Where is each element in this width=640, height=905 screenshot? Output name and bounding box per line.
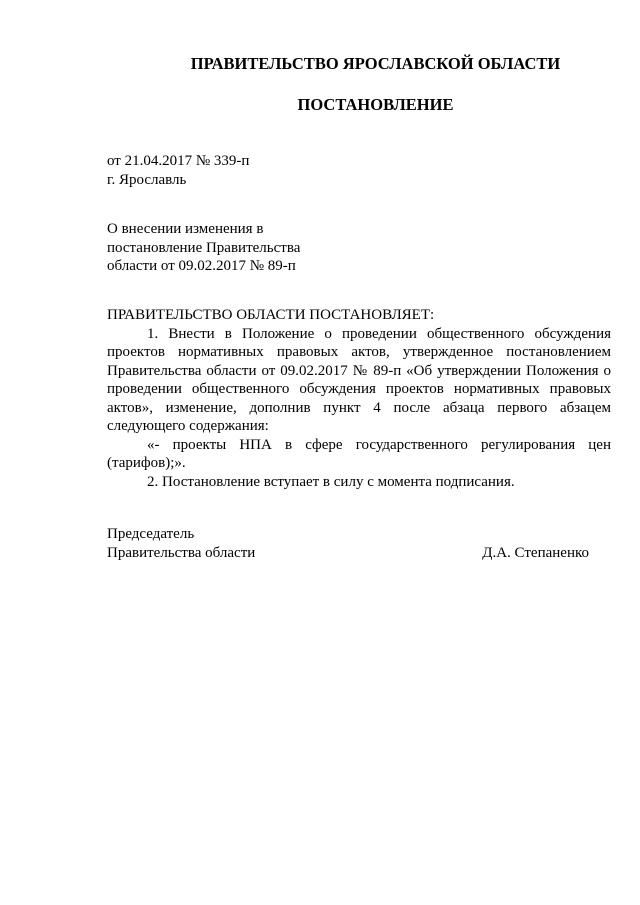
subject-line: постановление Правительства bbox=[107, 239, 301, 256]
decree-item-1: 1. Внести в Положение о проведении общественного обсуждения проектов нормативных правовых актов, утвержденное постановлением Правительства области от 09.02.2017 № 89-п «Об утверждении Положения о проведении общественного обсуждения проектов нормативных правовых актов», изменение, дополнив пункт 4 после абзаца первого абзацем следующего содержания: bbox=[107, 325, 611, 434]
subject-line: области от 09.02.2017 № 89-п bbox=[107, 258, 296, 274]
city: г. Ярославль bbox=[107, 171, 187, 188]
preamble: ПРАВИТЕЛЬСТВО ОБЛАСТИ ПОСТАНОВЛЯЕТ: bbox=[107, 307, 435, 323]
date-number: от 21.04.2017 № 339-п bbox=[107, 153, 250, 169]
signer-row bbox=[107, 544, 589, 563]
government-title: ПРАВИТЕЛЬСТВО ЯРОСЛАВСКОЙ ОБЛАСТИ bbox=[190, 54, 561, 73]
signer-position: Председатель bbox=[107, 526, 195, 542]
signer-name: Д.А. Степаненко bbox=[482, 544, 589, 561]
decree-item-2: 2. Постановление вступает в силу с момента подписания. bbox=[147, 473, 515, 490]
document-subject bbox=[107, 220, 300, 276]
subject-line: О внесении изменения в bbox=[107, 221, 264, 237]
signer-position-2: Правительства области bbox=[107, 544, 256, 561]
document-meta bbox=[107, 152, 249, 189]
document-type-heading: ПОСТАНОВЛЕНИЕ bbox=[297, 95, 454, 114]
decree-quote: «- проекты НПА в сфере государственного регулирования цен (тарифов);». bbox=[107, 436, 611, 471]
signature-block bbox=[107, 525, 589, 562]
decree-body bbox=[107, 306, 611, 491]
